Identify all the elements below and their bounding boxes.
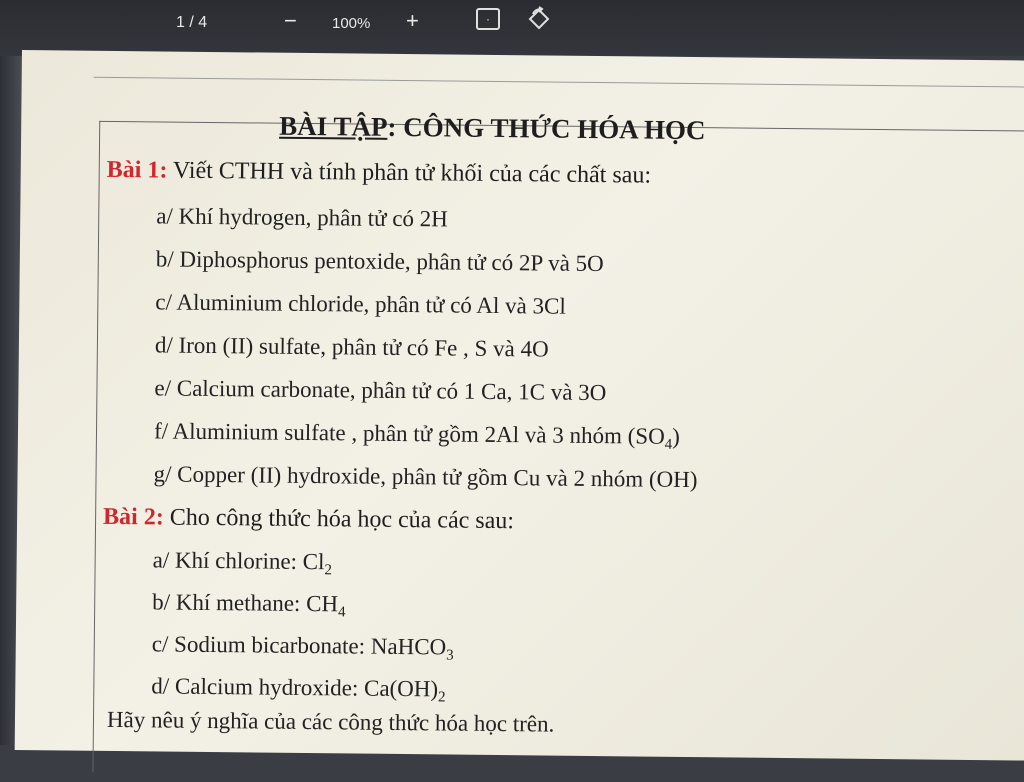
title-rest: : CÔNG THỨC HÓA HỌC	[387, 111, 706, 146]
page-indicator[interactable]: 1 / 4	[176, 14, 208, 31]
exercise-2-item-b	[152, 589, 346, 621]
page-title	[279, 111, 706, 146]
item-text: b/ Khí methane: CH	[152, 589, 339, 617]
item-sub: 2	[437, 689, 446, 706]
zoom-in-button[interactable]: +	[406, 8, 419, 33]
exercise-1-text: Viết CTHH và tính phân tử khối của các chất sau:	[172, 157, 652, 189]
exercise-1-label: Bài 1:	[106, 156, 168, 184]
item-text: d/ Calcium hydroxide: Ca(OH)	[151, 673, 439, 702]
item-f-end: )	[672, 423, 681, 449]
exercise-1-heading	[107, 157, 652, 190]
rotate-icon[interactable]	[526, 6, 552, 37]
item-f-sub: 4	[664, 436, 673, 453]
exercise-2-heading	[103, 504, 514, 535]
zoom-out-button[interactable]: −	[284, 8, 297, 33]
exercise-2-item-d	[151, 673, 446, 706]
exercise-2-label: Bài 2:	[102, 503, 164, 531]
exercise-1-item-d: d/ Iron (II) sulfate, phân tử có Fe , S và 4O	[154, 332, 549, 362]
item-sub: 3	[446, 647, 454, 664]
fit-page-icon[interactable]: ·	[476, 8, 500, 30]
exercise-1-item-b: b/ Diphosphorus pentoxide, phân tử có 2P và 5O	[155, 246, 604, 277]
exercise-1-item-g: g/ Copper (II) hydroxide, phân tử gồm Cu và 2 nhóm (OH)	[153, 461, 698, 493]
rotate-icon-svg	[526, 6, 552, 32]
exercise-2-item-a	[152, 547, 332, 579]
exercise-2-item-c	[152, 631, 454, 664]
item-text: c/ Sodium bicarbonate: NaHCO	[151, 631, 447, 660]
item-text: a/ Khí chlorine: Cl	[152, 547, 325, 575]
exercise-2-text: Cho công thức hóa học của các sau:	[169, 504, 515, 535]
item-sub: 4	[337, 604, 346, 621]
zoom-level[interactable]: 100%	[332, 15, 371, 32]
page-divider	[94, 77, 1024, 88]
title-underlined: BÀI TẬP	[279, 110, 388, 142]
exercise-1-item-f	[154, 418, 680, 454]
document-page	[15, 50, 1024, 761]
exercise-1-item-a: a/ Khí hydrogen, phân tử có 2H	[156, 203, 448, 232]
closing-question: Hãy nêu ý nghĩa của các công thức hóa học trên.	[106, 706, 555, 737]
pdf-toolbar	[0, 0, 1024, 56]
exercise-1-item-e: e/ Calcium carbonate, phân tử có 1 Ca, 1C và 3O	[154, 375, 607, 406]
item-sub: 2	[324, 562, 332, 579]
exercise-1-item-c: c/ Aluminium chloride, phân tử có Al và 3Cl	[155, 289, 566, 319]
item-f-text: f/ Aluminium sulfate , phân tử gồm 2Al và 3 nhóm (SO	[153, 418, 665, 449]
